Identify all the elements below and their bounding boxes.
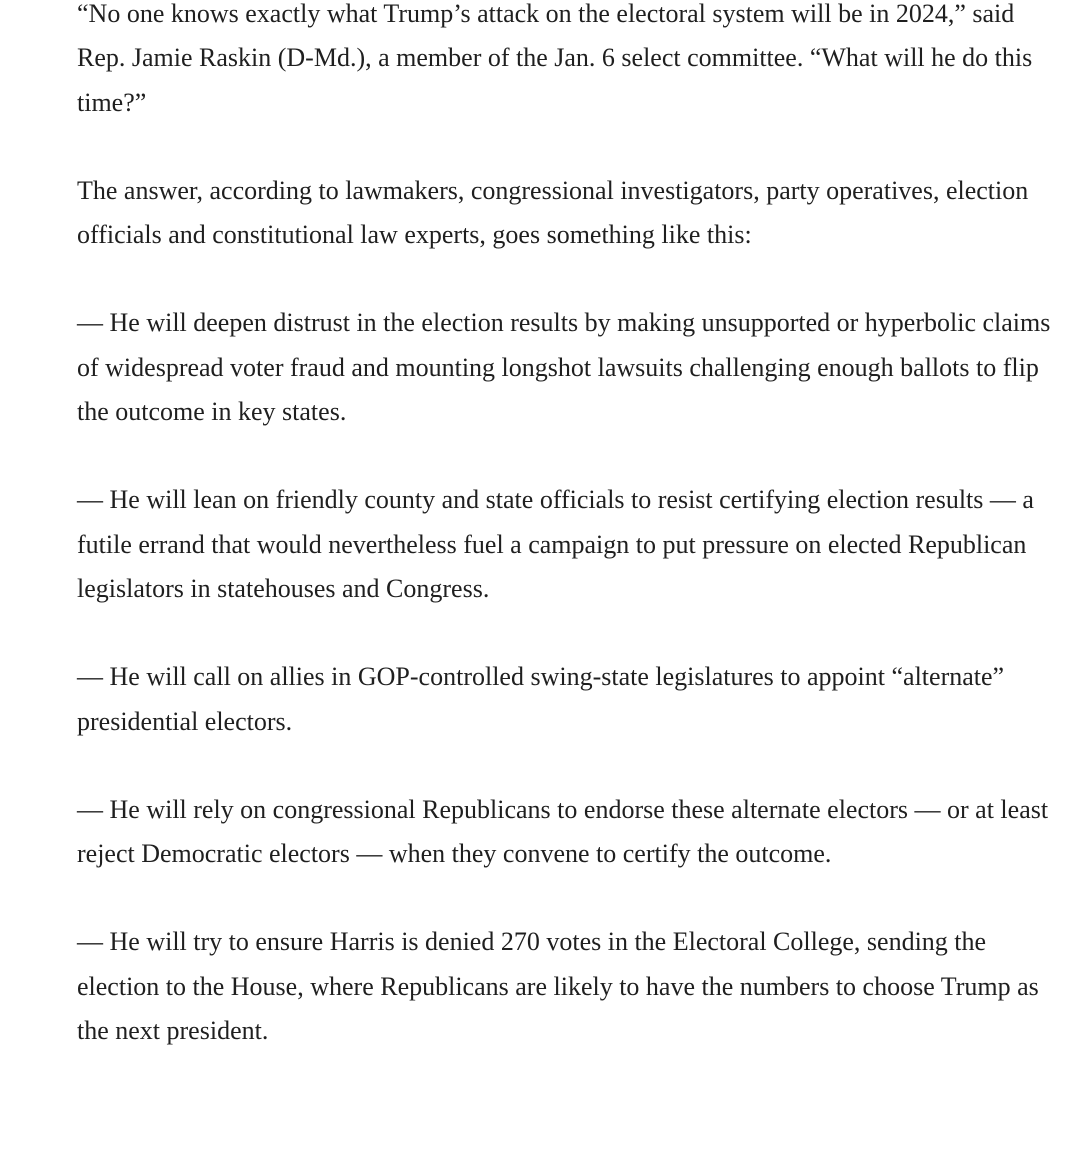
paragraph-distrust: — He will deepen distrust in the election results by making unsupported or hyperbolic claims of widespread voter fraud and mounting longshot lawsuits challenging enough ballots to flip the outcome in key states. (77, 308, 1051, 427)
paragraph-congressional-republicans: — He will rely on congressional Republicans to endorse these alternate electors — or at least reject Democratic electors — when they convene to certify the outcome. (77, 794, 1049, 869)
paragraph-answer-intro: The answer, according to lawmakers, congressional investigators, party operatives, election officials and constitutional law experts, goes something like this: (77, 175, 1029, 250)
paragraph-raskin-quote: “No one knows exactly what Trump’s attack on the electoral system will be in 2024,” said Rep. Jamie Raskin (D-Md.), a member of the Jan. 6 select committee. “What will he do this time?” (77, 0, 1033, 117)
paragraph-electoral-college: — He will try to ensure Harris is denied 270 votes in the Electoral College, sending the election to the House, where Republicans are likely to have the numbers to choose Trump as the next president. (77, 927, 1039, 1046)
paragraph-alternate-electors: — He will call on allies in GOP-controlled swing-state legislatures to appoint “alternate” presidential electors. (77, 662, 1005, 736)
article-body (77, 0, 1052, 1097)
paragraph-certification: — He will lean on friendly county and state officials to resist certifying election results — a futile errand that would nevertheless fuel a campaign to put pressure on elected Republican legislators in statehouses and Congress. (77, 485, 1034, 603)
